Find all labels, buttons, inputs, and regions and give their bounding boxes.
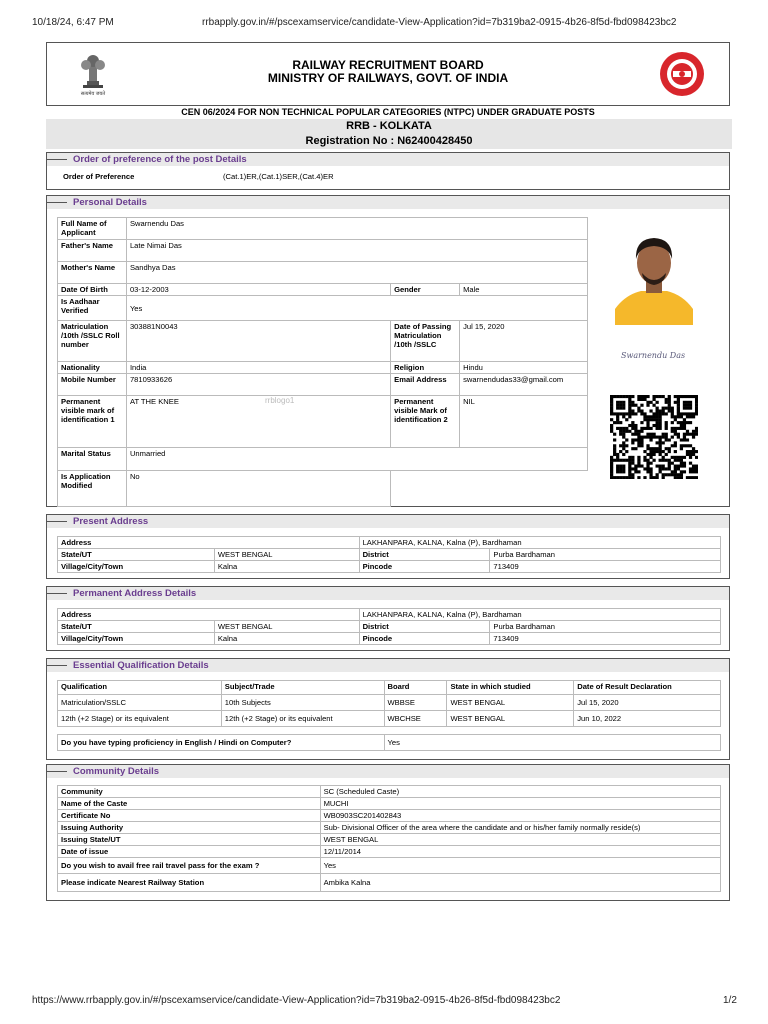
table-row: Permanent visible mark of identification 1 AT THE KNEE Permanent visible Mark of identification 2 NIL — [58, 396, 588, 448]
qualification-section — [46, 658, 730, 760]
personal-section — [46, 195, 730, 507]
applicant-signature: Swarnendu Das — [621, 351, 686, 360]
table-row: 12th (+2 Stage) or its equivalent 12th (+2 Stage) or its equivalent WBCHSE WEST BENGAL Jun 10, 2022 — [58, 711, 721, 727]
table-row: Father's Name Late Nimai Das — [58, 240, 588, 262]
community-table — [57, 785, 721, 892]
permanent-address-title: Permanent Address Details — [47, 587, 729, 600]
print-page-count: 1/2 — [723, 995, 737, 1006]
preference-value: (Cat.1)ER,(Cat.1)SER,(Cat.4)ER — [223, 172, 334, 181]
typing-table: Do you have typing proficiency in English / Hindi on Computer? Yes — [57, 734, 721, 751]
table-row: Matriculation/SSLC 10th Subjects WBBSE WEST BENGAL Jul 15, 2020 — [58, 695, 721, 711]
present-address-table: Address LAKHANPARA, KALNA, Kalna (P), Bardhaman State/UT WEST BENGAL District Purba Bardhaman Village/City/Town Kalna Pincode 713409 — [57, 536, 721, 573]
registration-number: Registration No : N62400428450 — [305, 135, 473, 147]
print-url-bottom: https://www.rrbapply.gov.in/#/pscexamservice/candidate-View-Application?id=7b319ba2-0915-4b26-8f5d-fbd098423bc2 — [32, 995, 561, 1006]
logo-watermark: rrblogo1 — [265, 396, 295, 405]
community-title: Community Details — [47, 765, 729, 778]
preference-label: Order of Preference — [63, 172, 135, 181]
board-title: RAILWAY RECRUITMENT BOARD — [292, 58, 484, 72]
table-row: Is Application Modified No — [58, 471, 588, 507]
table-row: Name of the Caste MUCHI — [58, 798, 721, 810]
table-row: Do you wish to avail free rail travel pass for the exam ? Yes — [58, 858, 721, 874]
rrb-banner — [46, 119, 732, 149]
table-row: Full Name of Applicant Swarnendu Das — [58, 218, 588, 240]
qualification-title: Essential Qualification Details — [47, 659, 729, 672]
table-row: Community SC (Scheduled Caste) — [58, 786, 721, 798]
table-row: Mother's Name Sandhya Das — [58, 262, 588, 284]
community-section — [46, 764, 730, 901]
table-row: Mobile Number 7810933626 Email Address swarnendudas33@gmail.com — [58, 374, 588, 396]
table-header-row: Qualification Subject/Trade Board State in which studied Date of Result Declaration — [58, 681, 721, 695]
print-url-top: rrbapply.gov.in/#/pscexamservice/candidate-View-Application?id=7b319ba2-0915-4b26-8f5d-fbd098423bc2 — [202, 17, 677, 28]
personal-section-title: Personal Details — [47, 196, 729, 209]
national-emblem-icon: सत्यमेव जयते — [77, 51, 109, 99]
present-address-section — [46, 514, 730, 579]
personal-table — [57, 217, 588, 507]
cen-title: CEN 06/2024 FOR NON TECHNICAL POPULAR CATEGORIES (NTPC) UNDER GRADUATE POSTS — [181, 107, 595, 117]
table-row: Date of issue 12/11/2014 — [58, 846, 721, 858]
table-row: Marital Status Unmarried — [58, 448, 588, 471]
rrb-name: RRB - KOLKATA — [346, 120, 432, 132]
preference-section — [46, 152, 730, 190]
table-row: Please indicate Nearest Railway Station Ambika Kalna — [58, 874, 721, 892]
print-datetime: 10/18/24, 6:47 PM — [32, 17, 114, 28]
table-row: Issuing Authority Sub- Divisional Officer of the area where the candidate and or his/her family normally reside(s) — [58, 822, 721, 834]
indian-railways-logo-icon — [659, 51, 705, 97]
applicant-photo — [615, 229, 693, 325]
permanent-address-section — [46, 586, 730, 651]
table-row: Certificate No WB0903SC201402843 — [58, 810, 721, 822]
table-row: Matriculation /10th /SSLC Roll number 303881N0043 Date of Passing Matriculation /10th /SSLC Jul 15, 2020 — [58, 321, 588, 362]
table-row: Date Of Birth 03-12-2003 Gender Male — [58, 284, 588, 296]
preference-section-title: Order of preference of the post Details — [47, 153, 729, 166]
table-row: Is Aadhaar Verified Yes — [58, 296, 588, 321]
table-row: Nationality India Religion Hindu — [58, 362, 588, 374]
present-address-title: Present Address — [47, 515, 729, 528]
qr-code-icon — [610, 395, 698, 479]
ministry-title: MINISTRY OF RAILWAYS, GOVT. OF INDIA — [267, 71, 509, 85]
header-box — [46, 42, 730, 106]
permanent-address-table: Address LAKHANPARA, KALNA, Kalna (P), Bardhaman State/UT WEST BENGAL District Purba Bardhaman Village/City/Town Kalna Pincode 713409 — [57, 608, 721, 645]
table-row: Issuing State/UT WEST BENGAL — [58, 834, 721, 846]
qualification-table — [57, 680, 721, 727]
